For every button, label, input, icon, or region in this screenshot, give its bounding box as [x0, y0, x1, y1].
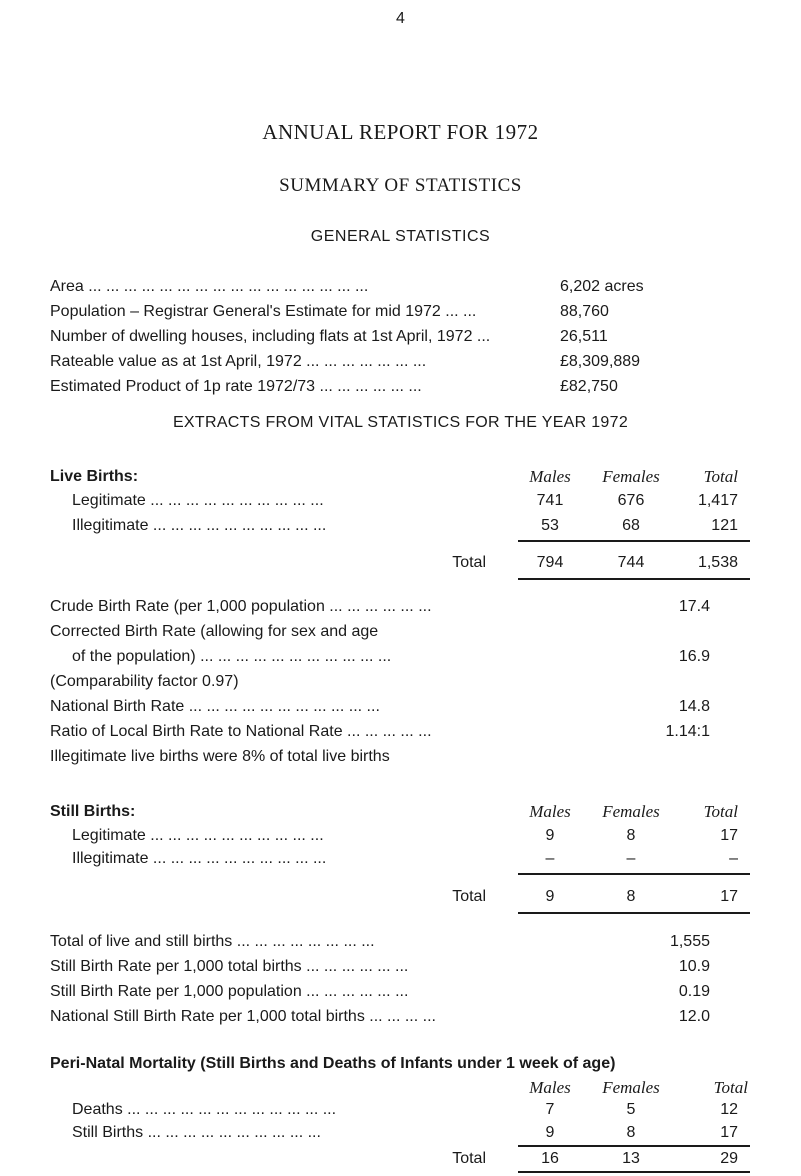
- cell-females: 5: [626, 1101, 636, 1118]
- cell-total: 1,538: [697, 554, 738, 571]
- general-row-value: 88,760: [560, 303, 609, 320]
- still-rate-label: Still Birth Rate per 1,000 total births ... ... ... ... ... ...: [50, 958, 409, 975]
- cell-males: 7: [545, 1101, 555, 1118]
- col-females: Females: [602, 467, 660, 486]
- col-males: Males: [529, 802, 571, 821]
- row-label: Deaths ... ... ... ... ... ... ... ... ... ... ... ...: [72, 1101, 337, 1118]
- row-label: Still Births ... ... ... ... ... ... ... ... ... ...: [72, 1124, 321, 1141]
- vital-heading: EXTRACTS FROM VITAL STATISTICS FOR THE YEAR 1972: [172, 414, 629, 431]
- still-rate-value: 10.9: [678, 958, 710, 975]
- col-females: Females: [602, 802, 660, 821]
- general-row-label: Number of dwelling houses, including flats at 1st April, 1972 ...: [50, 328, 491, 345]
- cell-total: –: [729, 850, 738, 867]
- cell-males: –: [545, 850, 555, 867]
- row-label: Illegitimate ... ... ... ... ... ... ... ... ... ...: [72, 850, 327, 867]
- live-births-heading: Live Births:: [50, 468, 139, 485]
- still-rate-value: 0.19: [678, 983, 710, 1000]
- report-title: ANNUAL REPORT FOR 1972: [262, 120, 539, 144]
- rate-label: Crude Birth Rate (per 1,000 population ... ... ... ... ... ...: [50, 598, 432, 615]
- cell-males: 794: [536, 554, 564, 571]
- table-rule: [518, 540, 750, 542]
- cell-total: 1,417: [697, 492, 738, 509]
- total-label: Total: [452, 888, 486, 905]
- cell-males: 741: [536, 492, 564, 509]
- cell-females: 744: [617, 554, 645, 571]
- table-rule: [518, 578, 750, 580]
- general-heading: GENERAL STATISTICS: [310, 228, 491, 245]
- report-subtitle: SUMMARY OF STATISTICS: [279, 175, 522, 196]
- cell-total: 17: [720, 1124, 738, 1141]
- cell-males: 53: [541, 517, 559, 534]
- rate-label: Corrected Birth Rate (allowing for sex and age: [50, 623, 379, 640]
- general-row-value: 26,511: [560, 328, 608, 345]
- general-row-label: Rateable value as at 1st April, 1972 ... ... ... ... ... ... ...: [50, 353, 427, 370]
- total-label: Total: [452, 1150, 486, 1167]
- col-males: Males: [529, 467, 571, 486]
- page-number: 4: [396, 10, 405, 27]
- table-rule: [518, 1145, 750, 1147]
- general-row-label: Area ... ... ... ... ... ... ... ... ... ... ... ... ... ... ... ...: [50, 278, 369, 295]
- comparability-note: (Comparability factor 0.97): [50, 673, 239, 690]
- rate-value: 14.8: [678, 698, 710, 715]
- still-births-heading: Still Births:: [50, 803, 136, 820]
- cell-females: 68: [622, 517, 640, 534]
- still-rate-label: Still Birth Rate per 1,000 population ... ... ... ... ... ...: [50, 983, 409, 1000]
- still-rate-value: 12.0: [678, 1008, 710, 1025]
- col-total: Total: [713, 1078, 748, 1097]
- still-rate-label: National Still Birth Rate per 1,000 total births ... ... ... ...: [50, 1008, 436, 1025]
- still-rate-value: 1,555: [669, 933, 710, 950]
- row-label: Illegitimate ... ... ... ... ... ... ... ... ... ...: [72, 517, 327, 534]
- rate-label: Ratio of Local Birth Rate to National Rate ... ... ... ... ...: [50, 723, 432, 740]
- general-row-value: 6,202 acres: [560, 278, 644, 295]
- total-label: Total: [452, 554, 486, 571]
- rate-label: National Birth Rate ... ... ... ... ... ... ... ... ... ... ...: [50, 698, 380, 715]
- cell-total: 17: [720, 827, 738, 844]
- cell-males: 9: [545, 1124, 555, 1141]
- cell-total: 12: [720, 1101, 738, 1118]
- general-row-value: £82,750: [560, 378, 618, 395]
- row-label: Legitimate ... ... ... ... ... ... ... ... ... ...: [72, 492, 324, 509]
- table-rule: [518, 1171, 750, 1173]
- cell-females: 8: [626, 1124, 636, 1141]
- general-row-label: Estimated Product of 1p rate 1972/73 ... ... ... ... ... ...: [50, 378, 422, 395]
- rate-value: 17.4: [678, 598, 710, 615]
- general-row-value: £8,309,889: [560, 353, 641, 370]
- perinatal-heading: Peri-Natal Mortality (Still Births and Deaths of Infants under 1 week of age): [50, 1055, 616, 1072]
- col-females: Females: [602, 1078, 660, 1097]
- col-total: Total: [703, 802, 738, 821]
- col-males: Males: [529, 1078, 571, 1097]
- cell-females: 8: [626, 827, 636, 844]
- rate-value: 16.9: [678, 648, 710, 665]
- cell-females: 13: [622, 1150, 640, 1167]
- cell-total: 29: [720, 1150, 738, 1167]
- table-rule: [518, 873, 750, 875]
- cell-females: –: [626, 850, 636, 867]
- general-row-label: Population – Registrar General's Estimate for mid 1972 ... ...: [50, 303, 477, 320]
- col-total: Total: [703, 467, 738, 486]
- cell-males: 9: [545, 827, 555, 844]
- still-rate-label: Total of live and still births ... ... ... ... ... ... ... ...: [50, 933, 375, 950]
- table-rule: [518, 912, 750, 914]
- rate-value: 1.14:1: [665, 723, 710, 740]
- illegitimate-note: Illegitimate live births were 8% of total live births: [50, 748, 390, 765]
- cell-males: 9: [545, 888, 555, 905]
- cell-males: 16: [541, 1150, 559, 1167]
- cell-total: 17: [720, 888, 738, 905]
- cell-total: 121: [711, 517, 738, 534]
- cell-females: 8: [626, 888, 636, 905]
- rate-label: of the population) ... ... ... ... ... ... ... ... ... ... ...: [72, 648, 392, 665]
- row-label: Legitimate ... ... ... ... ... ... ... ... ... ...: [72, 827, 324, 844]
- cell-females: 676: [617, 492, 645, 509]
